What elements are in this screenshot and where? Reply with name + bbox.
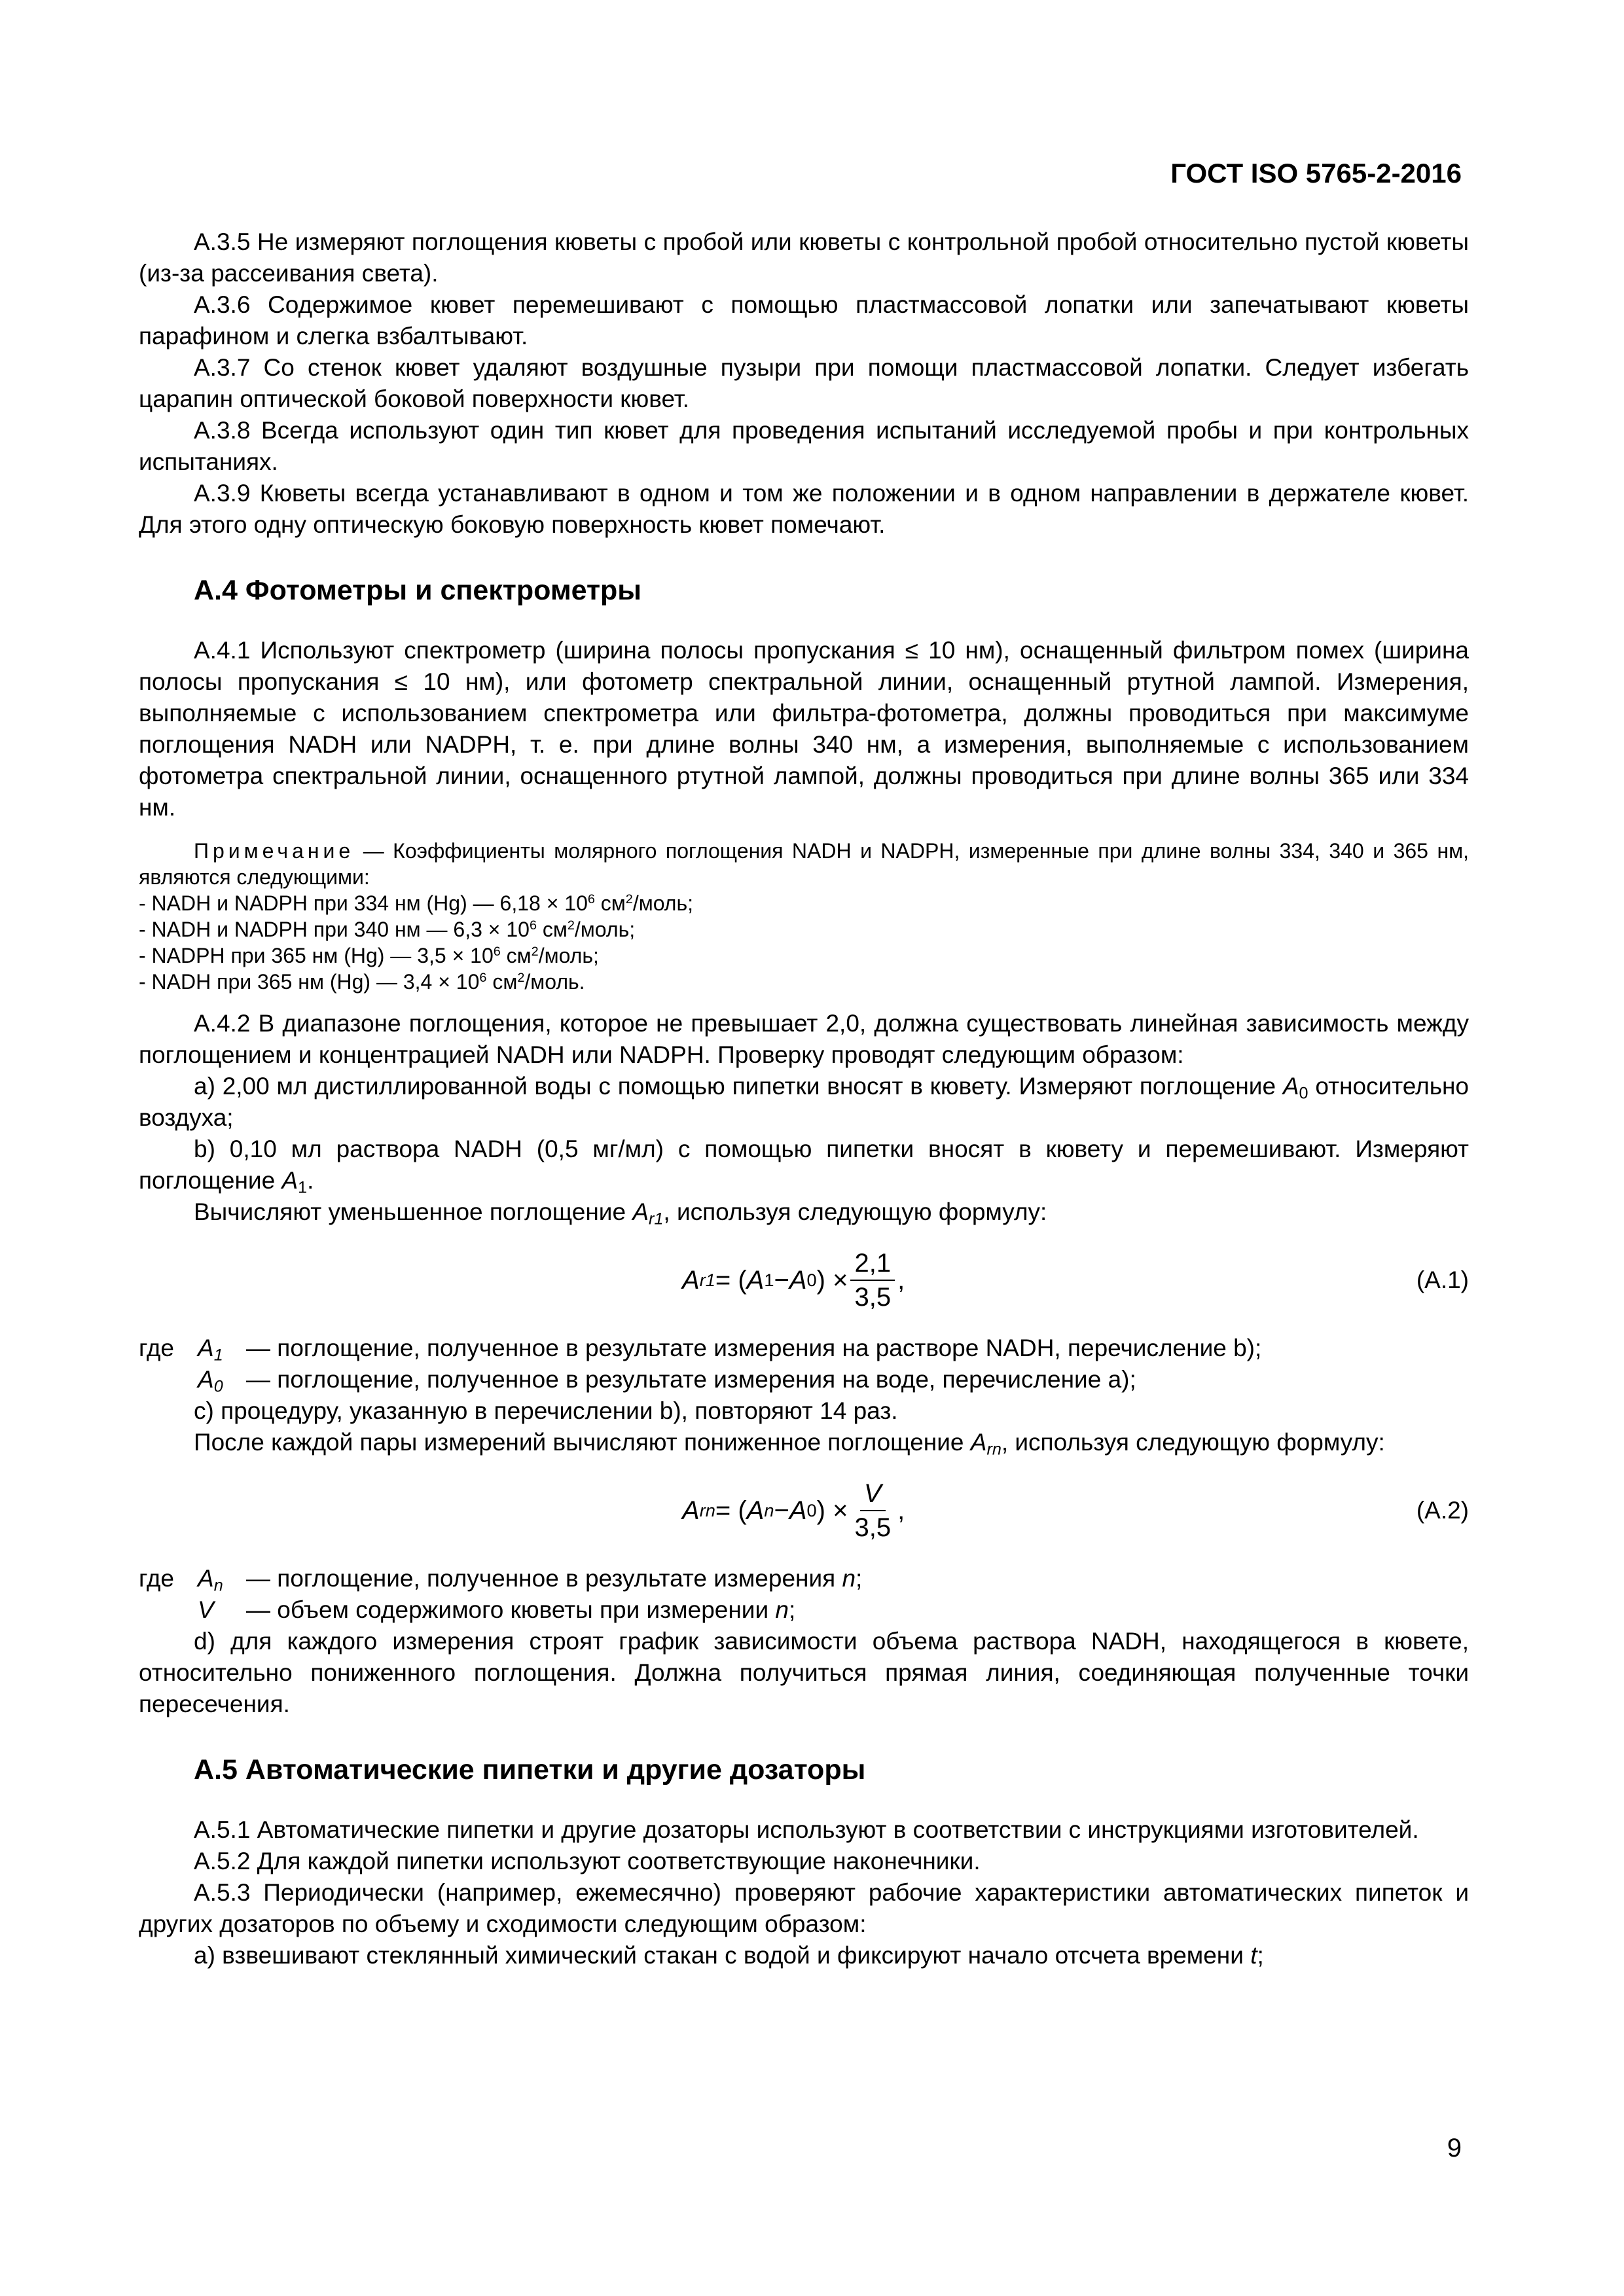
formula-a2: [139, 1465, 1469, 1556]
formula-a1-body: A r1 = ( A 1 − A 0 ) × $\frac{2,1}{3,5}$ ,: [682, 1234, 905, 1326]
formula-a1: [139, 1234, 1469, 1326]
formula-a1-fraction: $\frac{2,1}{3,5}$: [850, 1247, 895, 1314]
paragraph-a3-6: А.3.6 Содержимое кювет перемешивают с помощью пластмассовой лопатки или запечатывают кюветы парафином и слегка взбалтывают.: [139, 291, 1469, 350]
note-list-item: - NADPH при 365 нм (Hg) — $3,5 \times 10^6$ $см^2$/моль;: [139, 944, 599, 967]
note-label: Примечание: [194, 839, 355, 863]
paragraph-a4-2-c: с) процедуру, указанную в перечислении b), повторяют 14 раз.: [194, 1397, 898, 1424]
section-heading-a4: А.4 Фотометры и спектрометры: [194, 575, 642, 606]
paragraph-a5-3-a: а) взвешивают стеклянный химический стакан с водой и фиксируют начало отсчета времени t;: [194, 1942, 1264, 1969]
paragraph-a5-1: А.5.1 Автоматические пипетки и другие дозаторы используют в соответствии с инструкциями изготовителей.: [194, 1816, 1419, 1843]
document-header: ГОСТ ISO 5765-2-2016: [1170, 158, 1462, 188]
page-number: 9: [1447, 2134, 1462, 2162]
formula-a2-body: A rn = ( A n − A 0 ) × $\frac{V}{3,5}$ ,: [682, 1465, 905, 1556]
document-body: [139, 226, 1469, 1971]
note-text: — Коэффициенты молярного поглощения NADH и NADPH, измеренные при длине волны 334, 340 и 365 нм, являются следующими:: [139, 839, 1469, 889]
where-row: где $A_1$ — поглощение, полученное в результате измерения на растворе NADH, перечисление b);: [139, 1335, 1262, 1365]
formula-a2-label: (А.2): [1416, 1497, 1469, 1524]
where-row: $A_0$ — поглощение, полученное в результате измерения на воде, перечисление а);: [198, 1366, 1136, 1396]
note-list-item: - NADH и NADPH при 340 нм — $6,3 \times 10^6$ $см^2$/моль;: [139, 918, 636, 941]
section-heading-a5: А.5 Автоматические пипетки и другие дозаторы: [194, 1754, 866, 1785]
paragraph-a3-8: А.3.8 Всегда используют один тип кювет для проведения испытаний исследуемой пробы и при контрольных испытаниях.: [139, 417, 1469, 475]
paragraph-calc: Вычисляют уменьшенное поглощение $A_{r1}$, используя следующую формулу:: [194, 1198, 1047, 1229]
paragraph-a3-5: А.3.5 Не измеряют поглощения кюветы с пробой или кюветы с контрольной пробой относительно пустой кюветы (из-за рассеивания света).: [139, 228, 1469, 287]
paragraph-a4-2-d: d) для каждого измерения строят график зависимости объема раствора NADH, находящегося в кювете, относительно пониженного поглощения. Должна получиться прямая линия, соединяющая полученные точки пересечения.: [139, 1628, 1469, 1717]
paragraph-a3-7: А.3.7 Со стенок кювет удаляют воздушные пузыри при помощи пластмассовой лопатки. Следует избегать царапин оптической боковой поверхности кювет.: [139, 354, 1469, 412]
where-row: V — объем содержимого кюветы при измерении n;: [198, 1596, 796, 1623]
paragraph-a5-2: А.5.2 Для каждой пипетки используют соответствующие наконечники.: [194, 1848, 981, 1874]
where-row: где $A_n$ — поглощение, полученное в результате измерения n;: [139, 1565, 863, 1595]
paragraph-a4-2-a: а) 2,00 мл дистиллированной воды с помощью пипетки вносят в кювету. Измеряют поглощение $A_0$ относительно воздуха;: [139, 1073, 1469, 1131]
paragraph-a5-3: А.5.3 Периодически (например, ежемесячно) проверяют рабочие характеристики автоматических пипеток и других дозаторов по объему и сходимости следующим образом:: [139, 1879, 1469, 1937]
paragraph-a4-2-b: b) 0,10 мл раствора NADH (0,5 мг/мл) с помощью пипетки вносят в кювету и перемешивают. Измеряют поглощение $A_1$.: [139, 1136, 1469, 1197]
paragraph-after: После каждой пары измерений вычисляют пониженное поглощение $A_{rn}$, используя следующую формулу:: [194, 1429, 1385, 1459]
note-block: [139, 838, 1469, 995]
note-list-item: - NADH и NADPH при 334 нм (Hg) — $6,18 \times 10^6$ $см^2$/моль;: [139, 891, 694, 915]
paragraph-a3-9: А.3.9 Кюветы всегда устанавливают в одном и том же положении и в одном направлении в держателе кювет. Для этого одну оптическую боковую поверхность кювет помечают.: [139, 480, 1469, 538]
formula-a2-fraction: $\frac{V}{3,5}$: [850, 1477, 895, 1544]
paragraph-a4-2: А.4.2 В диапазоне поглощения, которое не превышает 2,0, должна существовать линейная зависимость между поглощением и концентрацией NADH или NADPH. Проверку проводят следующим образом:: [139, 1010, 1469, 1068]
paragraph-a4-1: А.4.1 Используют спектрометр (ширина полосы пропускания ≤ 10 нм), оснащенный фильтром помех (ширина полосы пропускания ≤ 10 нм), или фотометр спектральной линии, оснащенный ртутной лампой. Измерения, выполняемые с использованием спектрометра или фильтра-фотометра, должны проводиться при максимуме поглощения NADH или NADPH, т. е. при длине волны 340 нм, а измерения, выполняемые с использованием фотометра спектральной линии, оснащенного ртутной лампой, должны проводиться при длине волны 365 или 334 нм.: [139, 637, 1469, 821]
formula-a1-label: (А.1): [1416, 1266, 1469, 1293]
note-list-item: - NADH при 365 нм (Hg) — $3,4 \times 10^6$ $см^2$/моль.: [139, 970, 585, 994]
note-intro: [139, 838, 1469, 890]
